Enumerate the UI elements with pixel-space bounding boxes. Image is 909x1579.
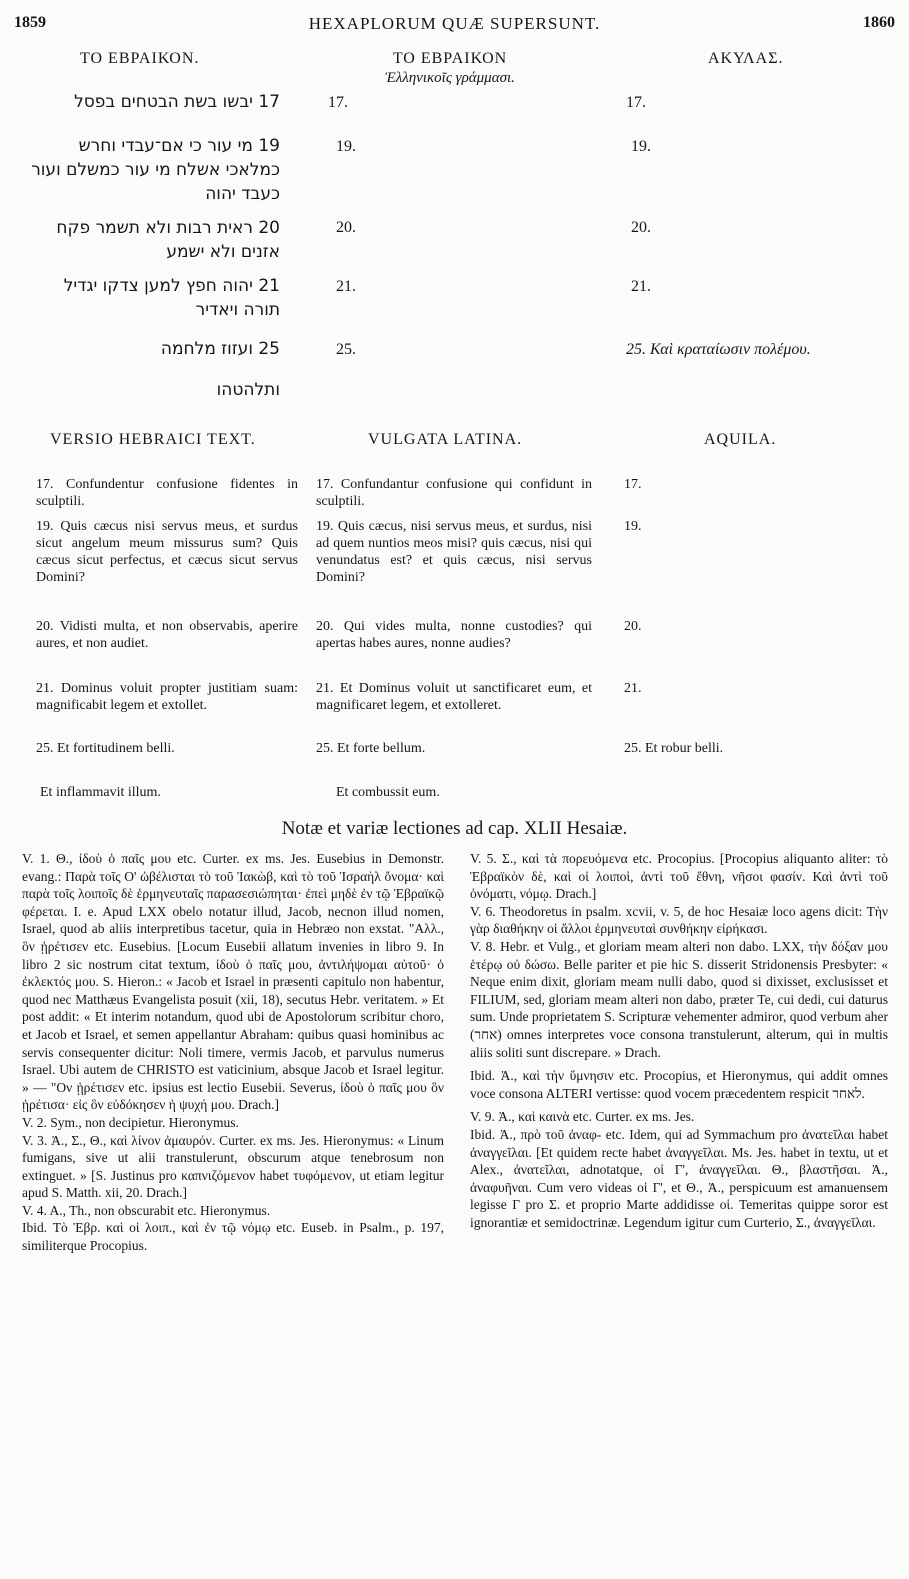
page-number-left: 1859 (14, 14, 46, 31)
vulgata-verse-25-continued: Et combussit eum. (336, 785, 440, 800)
vulgata-verse-25: 25. Et forte bellum. (316, 741, 426, 756)
col-vulgata-title: VULGATA LATINA. (368, 431, 523, 448)
versio-verse-21: 21. Dominus voluit propter justitiam suam: magnificabit legem et extollet. (36, 681, 298, 713)
aquila-greek-verse-19: 19. (631, 138, 651, 155)
vulgata-verse-20: 20. Qui vides multa, nonne custodies? qui apertas habes aures, nonne audies? (316, 619, 592, 651)
versio-verse-20: 20. Vidisti multa, et non observabis, aperire aures, et non audiet. (36, 619, 298, 651)
versio-verse-17: 17. Confundentur confusione fidentes in sculptili. (36, 477, 298, 509)
hebrew-verse-19-line-1: 19 מי עור כי אם־עבדי וחרש (78, 136, 280, 156)
vulgata-verse-21: 21. Et Dominus voluit ut sanctificaret eum, et magnificaret legem, et extolleret. (316, 681, 592, 713)
versio-verse-25-continued: Et inflammavit illum. (40, 785, 161, 800)
aquila-greek-verse-21: 21. (631, 278, 651, 295)
aquila-greek-verse-25: 25. Καὶ κραταίωσιν πολέμου. (626, 341, 811, 358)
notes-left-column (22, 850, 444, 1255)
hebrew-verse-21-line-2: תורה ויאדיר (195, 300, 280, 320)
translit-verse-17: 17. (328, 94, 348, 111)
aquila-verse-17: 17. (624, 477, 642, 492)
aquila-verse-20: 20. (624, 619, 642, 634)
col-aquila-greek-title: ΑΚΥΛΑΣ. (708, 50, 784, 67)
notes-title: Notæ et variæ lectiones ad cap. XLII Hesaiæ. (281, 818, 628, 839)
translit-verse-19: 19. (336, 138, 356, 155)
col-versio-title: VERSIO HEBRAICI TEXT. (50, 431, 256, 448)
note-v2: V. 2. Sym., non decipietur. Hieronymus. (22, 1114, 239, 1130)
vulgata-verse-19: 19. Quis cæcus, nisi servus meus, et surdus, nisi ad quem nuntios meos misi? quis cæcus, nisi qui venundatus est? et quis cæcus, nisi servus Domini? (316, 519, 592, 585)
page-number-right: 1860 (863, 14, 895, 31)
note-v1: V. 1. Θ., ἰδοὺ ὁ παῖς μου etc. Curter. ex ms. Jes. Eusebius in Demonstr. evang.: Παρὰ τοῖς Ο' ὠβέλισται τὸ τοῦ Ἰακὼβ, καὶ τὸ τοῦ Ἰσραὴλ ὄνομα· καὶ παρὰ τοῖς λοιποῖς δὲ ἑρμηνευταῖς παρασεσιώπηται· ἐπεὶ μηδὲ ἐν τῷ Ἑβραϊκῷ φέρεται. I. e. Apud LXX obelo notatur illud, Jacob, necnon illud nomen, Israel, quod ab aliis interpretibus tacetur, quia in Hebræo non exstat. "Αλλ., ὃν ᾑρέτισεν etc. Eusebius. [Locum Eusebii allatum invenies in libro 9. In libro 2 sic nostrum citat textum, ἰδοὺ ὁ παῖς μου, ἀντιλήψομαι αὐτοῦ· ὁ ἐκλεκτός μου. S. Hieron.: « Jacob et Israel in præsenti capitulo non habentur, quod nec Matthæus Evangelista posuit (xii, 18), secutus Hebr. veritatem. » Et post addit: « Et interim notandum, quod ubi de Apostolorum scribitur choro, et Jacob et Israel, et semen appellantur Abraham: quibus quasi hominibus ac servis consequenter dicitur: Noli timere, vermis Jacob, et parvulus numerus Israel. Ubi autem de CHRISTO est vaticinium, absque Jacob et Israel legitur. » — "Ον ᾑρέτισεν etc. ipsius est lectio Eusebii. Severus, ἰδοὺ ὁ παῖς μου ὃν ᾑρέτισα· εἰς ὃν εὐδόκησεν ἡ ψυχή μου. Drach.] (22, 851, 444, 1113)
hebrew-verse-25: 25 ועזוז מלחמה (160, 339, 280, 359)
notes-right-column (470, 850, 888, 1231)
translit-verse-25: 25. (336, 341, 356, 358)
hebrew-verse-20-line-2: אזנים ולא ישמע (166, 242, 280, 262)
translit-verse-20: 20. (336, 219, 356, 236)
aquila-verse-25: 25. Et robur belli. (624, 741, 724, 756)
aquila-verse-19: 19. (624, 519, 642, 534)
hebrew-verse-25-continued: ותלהטהו (216, 380, 280, 400)
aquila-verse-21: 21. (624, 681, 642, 696)
col-aquila-title: AQUILA. (704, 431, 777, 448)
note-v8-ibid: Ibid. Ἀ., καὶ τὴν ὕμνησιν etc. Procopius, et Hieronymus, qui addit omnes voce consona ALTERI vertisse: quod vocem præcedentem respicit לאחר. (470, 1068, 888, 1101)
versio-verse-19: 19. Quis cæcus nisi servus meus, et surdus sicut angelum meum missurus sum? Quis cæcus sicut perfectus, et cæcus sicut servus Domini? (36, 519, 298, 585)
aquila-greek-verse-17: 17. (626, 94, 646, 111)
hebrew-verse-17: 17 יבשו בשת הבטחים בפסל (74, 92, 280, 112)
col-hebrew-greek-title: ΤΟ ΕΒΡΑΙΚΟΝ (392, 50, 508, 67)
hebrew-verse-19-line-2: כמלאכי אשלח מי עור כמשלם ועור (31, 160, 280, 180)
note-v6: V. 6. Theodoretus in psalm. xcvii, v. 5, de hoc Hesaiæ loco agens dicit: Τὴν γὰρ διαθήκην οἱ ἄλλοι ἑρμηνευταὶ συνθήκην εἰρήκασι. (470, 903, 888, 937)
translit-verse-21: 21. (336, 278, 356, 295)
versio-verse-25: 25. Et fortitudinem belli. (36, 741, 175, 756)
vulgata-verse-17: 17. Confundantur confusione qui confidunt in sculptili. (316, 477, 592, 509)
note-v5: V. 5. Σ., καὶ τὰ πορευόμενα etc. Procopius. [Procopius aliquanto aliter: τὸ Ἑβραϊκὸν δὲ, καὶ οἱ λοιποὶ, ἀντὶ τοῦ ἔθνη, νῆσοι φασίν. Καὶ ἀντὶ τοῦ ὀνόματι, νόμῳ. Drach.] (470, 851, 888, 902)
hebrew-verse-21-line-1: 21 יהוה חפץ למען צדקו יגדיל (63, 276, 280, 296)
col-hebrew-title: ΤΟ ΕΒΡΑΙΚΟΝ. (80, 50, 200, 67)
hebrew-verse-20-line-1: 20 ראית רבות ולא תשמר פקח (56, 218, 280, 238)
note-v8: V. 8. Hebr. et Vulg., et gloriam meam alteri non dabo. LXX, τὴν δόξαν μου ἑτέρῳ οὐ δώσω. Belle pariter et pie hic S. disserit Stridonensis Presbyter: « Neque enim dixit, gloriam meam nulli dabo, quod si dixisset, exclusisset et FILIUM, sed, gloriam meam alteri non dabo, præter Te, cui dedi, cui daturus sum. Unde proprietatem S. Scripturæ vehementer admiror, quod verbum aher (אחר) omnes interpretes voce consona transtulerunt, alterum, qui in multis aliis soliti sunt discrepare. » Drach. (470, 938, 888, 1060)
note-v9-ibid: Ibid. Ἀ., πρὸ τοῦ ἀναφ- etc. Idem, qui ad Symmachum pro ἀνατεῖλαι habet ἀναγγεῖλαι. [Et quidem recte habet ἀναγγεῖλαι. Ms. Jes. habet in textu, ut et Alex., ἀνατεῖλαι, adnotatque, οἱ Γ', ἀναγγεῖλαι. Θ., βλαστῆσαι. Ἀ., ἀναφυῆναι. Cum vero videas οἱ Γ', et Θ., Ἀ., perspicuum est amanuensem legisse Γ pro Σ. et proprio Marte addidisse οἱ. Temeritas quippe soror est ignorantiæ et semidoctrinæ. Legendum igitur cum Curterio, Σ., ἀναγγεῖλαι. (470, 1126, 888, 1230)
note-v9: V. 9. Ἀ., καὶ καινὰ etc. Curter. ex ms. Jes. (470, 1109, 695, 1125)
hebrew-verse-19-line-3: כעבד יהוה (205, 184, 280, 204)
col-hebrew-greek-subtitle: Ἑλληνικοῖς γράμμασι. (385, 70, 515, 86)
running-title: HEXAPLORUM QUÆ SUPERSUNT. (308, 14, 601, 33)
note-v4: V. 4. A., Th., non obscurabit etc. Hieronymus. (22, 1202, 271, 1218)
note-v4-ibid: Ibid. Τὸ Ἑβρ. καὶ οἱ λοιπ., καὶ ἐν τῷ νόμῳ etc. Euseb. in Psalm., p. 197, similiterque Procopius. (22, 1220, 444, 1254)
aquila-greek-verse-20: 20. (631, 219, 651, 236)
note-v3: V. 3. Ἀ., Σ., Θ., καὶ λίνον ἀμαυρόν. Curter. ex ms. Jes. Hieronymus: « Linum fumigans, sive ut alii transtulerunt, obscurum atque tenebrosum non extinguet. » [S. Justinus pro καπνιζόμενον habet τυφόμενον, ut etiam legitur apud S. Matth. xii, 20. Drach.] (22, 1132, 444, 1201)
